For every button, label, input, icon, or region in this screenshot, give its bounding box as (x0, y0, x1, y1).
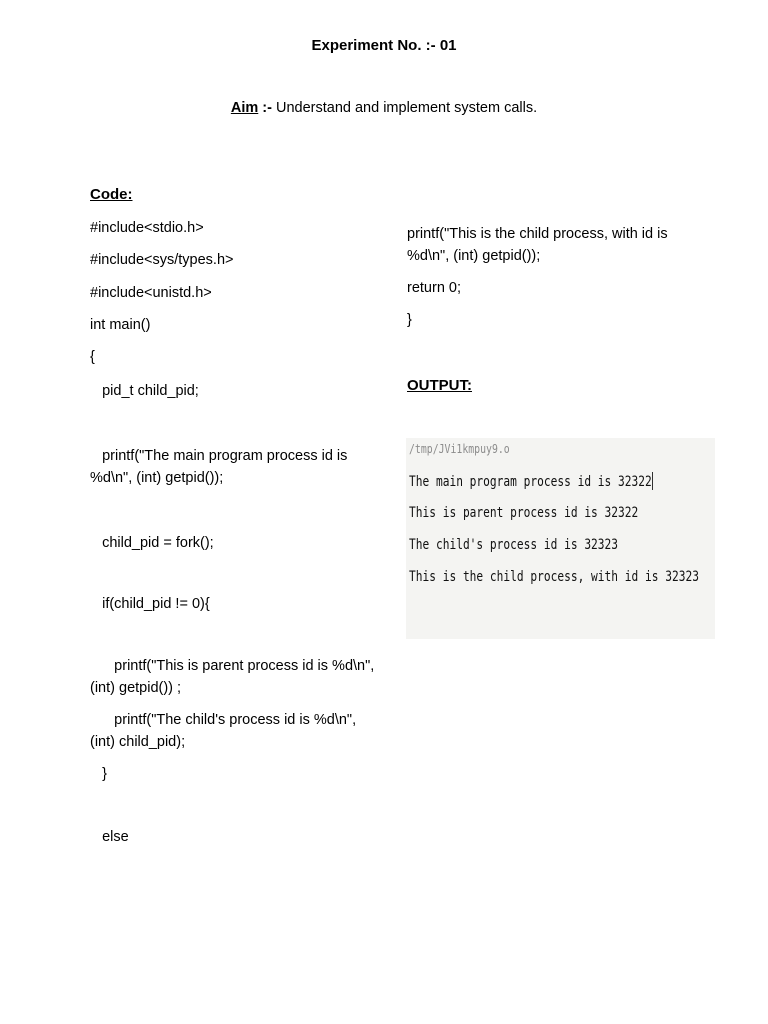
aim-text: Understand and implement system calls. (276, 100, 538, 116)
code-line: #include<stdio.h> (90, 220, 204, 236)
code-line: { (90, 349, 95, 365)
code-line: printf("The child's process id is %d\n", (int) child_pid); (90, 712, 361, 750)
code-line: printf("The main program process id is %d\n", (int) getpid()); (90, 448, 352, 486)
terminal-line: The main program process id is 32322 (409, 474, 652, 490)
page-title: Experiment No. :- 01 (311, 37, 457, 54)
code-line: pid_t child_pid; (90, 383, 199, 399)
aim-separator: :- (262, 100, 272, 116)
code-line: #include<unistd.h> (90, 285, 212, 301)
output-heading: OUTPUT: (407, 377, 472, 394)
terminal-line: This is parent process id is 32322 (409, 505, 639, 521)
code-line: printf("This is the child process, with id is %d\n", (int) getpid()); (407, 226, 672, 264)
code-line: int main() (90, 317, 151, 333)
code-line: return 0; (407, 280, 461, 296)
code-line: child_pid = fork(); (90, 535, 214, 551)
code-line: if(child_pid != 0){ (90, 596, 210, 612)
terminal-title: /tmp/JVi1kmpuy9.o (409, 442, 510, 456)
terminal-line: The child's process id is 32323 (409, 537, 619, 553)
code-line: printf("This is parent process id is %d\n", (int) getpid()) ; (90, 658, 379, 696)
aim-line (0, 100, 768, 116)
code-line: } (90, 766, 107, 782)
aim-label: Aim (230, 100, 259, 116)
terminal-output-screenshot (406, 438, 715, 639)
text-cursor (653, 472, 654, 490)
code-line: #include<sys/types.h> (90, 252, 234, 268)
terminal-line: This is the child process, with id is 32323 (409, 569, 699, 585)
code-heading: Code: (90, 186, 133, 203)
code-line: else (90, 829, 129, 845)
code-line: } (407, 312, 412, 328)
